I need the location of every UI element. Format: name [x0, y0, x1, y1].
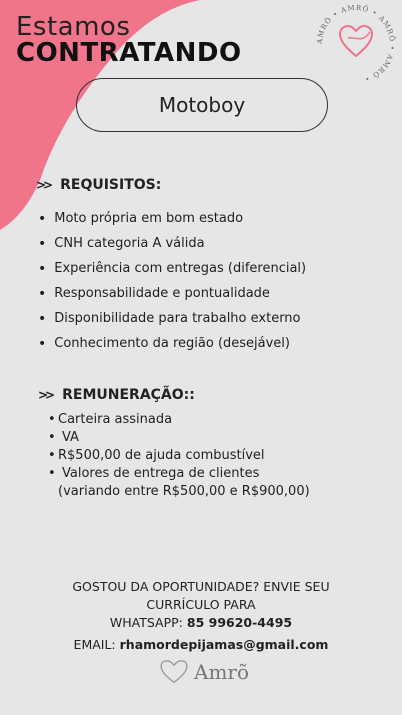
role-label: Motoboy	[158, 93, 246, 117]
requirements-list	[38, 206, 306, 356]
whatsapp-number[interactable]: 85 99620-4495	[186, 615, 293, 630]
role-pill	[76, 78, 328, 132]
list-item: • Valores de entrega de clientes	[48, 466, 260, 481]
email-line: EMAIL: rhamordepijamas@gmail.com	[73, 637, 329, 652]
heart-icon	[340, 26, 372, 56]
list-item: • Responsabilidade e pontualidade	[38, 281, 306, 306]
remuneration-heading	[38, 387, 195, 403]
list-item: • Moto própria em bom estado	[38, 206, 306, 231]
heart-icon	[160, 660, 188, 684]
list-item: • Conhecimento da região (desejável)	[38, 331, 306, 356]
list-item: • R$500,00 de ajuda combustível	[48, 448, 265, 463]
seal-text: AMRÕ • AMRÕ • AMRÕ • AMRÕ •	[315, 3, 397, 83]
double-chevron-icon: >>	[38, 388, 53, 402]
email-address[interactable]: rhamordepijamas@gmail.com	[119, 637, 329, 652]
svg-text:AMRÕ • AMRÕ • AMRÕ • AMRÕ •	[316, 4, 397, 83]
brand-logo	[160, 660, 249, 684]
whatsapp-line: WHATSAPP: 85 99620-4495	[109, 615, 293, 630]
footer-line2: CURRÍCULO PARA	[146, 597, 256, 612]
brand-name: Amrõ	[194, 660, 250, 684]
list-item: • VA	[48, 430, 79, 445]
list-item-continuation: (variando entre R$500,00 e R$900,00)	[58, 484, 310, 499]
footer-line1: GOSTOU DA OPORTUNIDADE? ENVIE SEU	[72, 579, 330, 594]
list-item: • CNH categoria A válida	[38, 231, 306, 256]
double-chevron-icon: >>	[36, 178, 51, 192]
brand-seal-logo	[314, 2, 398, 86]
list-item: • Disponibilidade para trabalho externo	[38, 306, 306, 331]
header-title-line1: Estamos	[16, 12, 131, 42]
requirements-heading-text: REQUISITOS:	[60, 177, 162, 193]
list-item: • Carteira assinada	[48, 412, 173, 427]
header-title-line2: CONTRATANDO	[16, 38, 242, 68]
remuneration-heading-text: REMUNERAÇÃO::	[62, 387, 195, 403]
remuneration-list	[48, 411, 310, 501]
requirements-heading	[36, 177, 161, 193]
contact-footer	[0, 578, 402, 654]
list-item: • Experiência com entregas (diferencial)	[38, 256, 306, 281]
